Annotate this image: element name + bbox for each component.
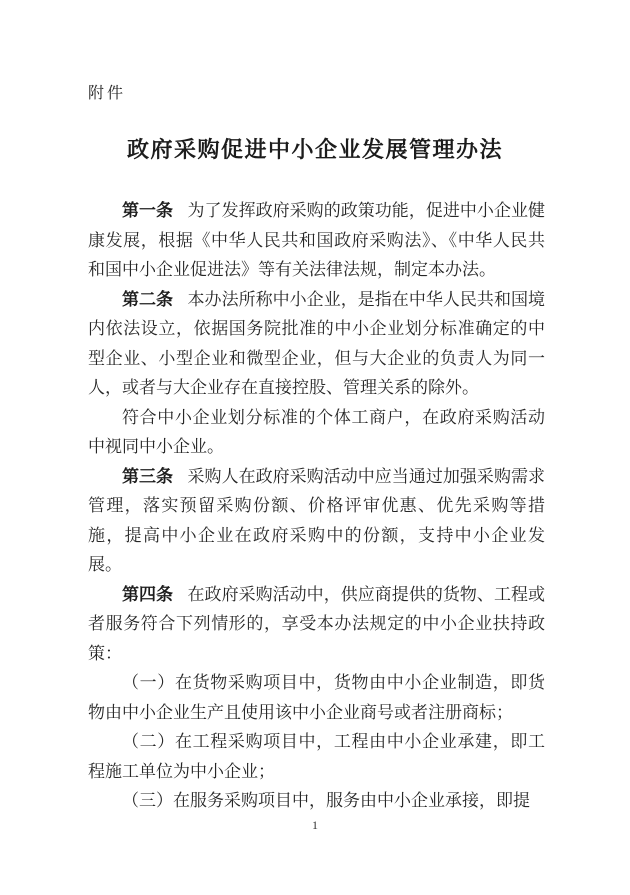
article-number: 第二条	[122, 289, 174, 309]
paragraph-text: 符合中小企业划分标准的个体工商户，在政府采购活动中视同中小企业。	[88, 407, 545, 456]
article-number: 第四条	[122, 584, 174, 604]
paragraph	[88, 580, 545, 669]
paragraph	[88, 196, 545, 285]
paragraph-text: （三）在服务采购项目中，服务由中小企业承接，即提	[122, 791, 530, 810]
paragraph	[88, 462, 545, 580]
paragraph	[88, 285, 545, 403]
paragraph-text: 本办法所称中小企业，是指在中华人民共和国境内依法设立，依据国务院批准的中小企业划分标准确定的中型企业、小型企业和微型企业，但与大企业的负责人为同一人，或者与大企业存在直接控股、管理关系的除外。	[88, 289, 546, 397]
paragraph-text: （一）在货物采购项目中，货物由中小企业制造，即货物由中小企业生产且使用该中小企业商号或者注册商标；	[88, 673, 545, 722]
attachment-label: 附件	[88, 85, 127, 102]
document-body	[88, 196, 545, 816]
paragraph-text: 采购人在政府采购活动中应当通过加强采购需求管理，落实预留采购份额、价格评审优惠、优先采购等措施，提高中小企业在政府采购中的份额，支持中小企业发展。	[88, 466, 546, 574]
paragraph-text: 在政府采购活动中，供应商提供的货物、工程或者服务符合下列情形的，享受本办法规定的中小企业扶持政策：	[88, 584, 546, 663]
paragraph-text: 为了发挥政府采购的政策功能，促进中小企业健康发展，根据《中华人民共和国政府采购法》、《中华人民共和国中小企业促进法》等有关法律法规，制定本办法。	[88, 201, 546, 279]
paragraph	[88, 403, 545, 462]
article-number: 第三条	[122, 466, 174, 486]
article-number: 第一条	[122, 201, 174, 220]
page-title: 政府采购促进中小企业发展管理办法	[126, 137, 503, 162]
page-number: 1	[312, 818, 318, 832]
paragraph	[88, 786, 545, 816]
paragraph	[88, 727, 545, 786]
paragraph-text: （二）在工程采购项目中，工程由中小企业承建，即工程施工单位为中小企业；	[88, 732, 545, 781]
paragraph	[88, 668, 545, 727]
